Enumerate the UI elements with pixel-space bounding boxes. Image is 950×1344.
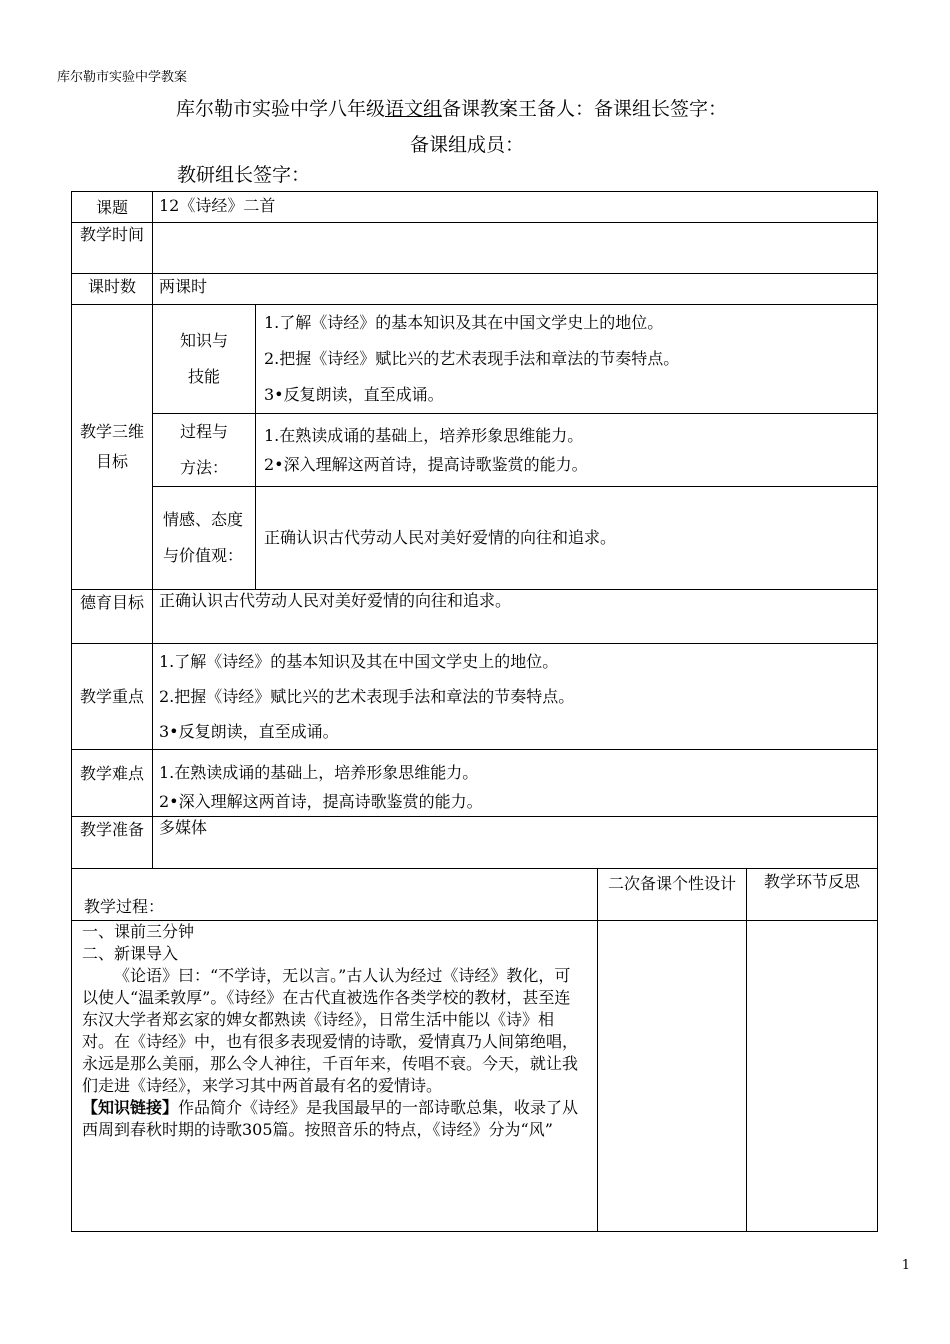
key-points-items: [153, 644, 878, 750]
teach-time-value: [153, 223, 878, 274]
table-row-moral: [72, 590, 878, 644]
knowledge-link-label: 【知识链接】: [82, 1098, 179, 1117]
section-pre-class: 一、课前三分钟: [82, 922, 195, 941]
table-row-key-points: [72, 644, 878, 750]
key-points-label: 教学重点: [72, 644, 153, 750]
prep-value: 多媒体: [153, 817, 878, 869]
moral-value: 正确认识古代劳动人民对美好爱情的向往和追求。: [153, 590, 878, 644]
knowledge-link-text: 作品简介《诗经》是我国最早的一部诗歌总集，收录了从西周到春秋时期的诗歌305篇。按照音乐的特点，《诗经》分为“风”: [82, 1098, 579, 1139]
table-row-difficulties: [72, 750, 878, 817]
prep-label: 教学准备: [72, 817, 153, 869]
difficulties-items: [153, 750, 878, 817]
emotion-value: 正确认识古代劳动人民对美好爱情的向往和追求。: [256, 487, 878, 590]
reflection-cell: [747, 921, 878, 1232]
process-content: [72, 921, 598, 1232]
page-number: 1: [901, 1258, 910, 1273]
table-row-knowledge: [72, 305, 878, 414]
table-row-process-header: [72, 869, 878, 921]
table-row-process: [72, 414, 878, 487]
knowledge-link-paragraph: [82, 1097, 585, 1141]
hours-value: 两课时: [153, 274, 878, 305]
second-prep-header: 二次备课个性设计: [598, 869, 747, 921]
table-row-prep: [72, 817, 878, 869]
topic-label: 课题: [72, 192, 153, 223]
list-item: 2.把握《诗经》赋比兴的艺术表现手法和章法的节奏特点。: [159, 687, 575, 706]
list-item: 2.把握《诗经》赋比兴的艺术表现手法和章法的节奏特点。: [264, 349, 680, 368]
table-row-process-body: [72, 921, 878, 1232]
emotion-label: 情感、态度与价值观：: [153, 487, 256, 590]
section-introduction: 二、新课导入: [82, 944, 179, 963]
lesson-plan-table: [71, 191, 878, 1232]
header-note: 库尔勒市实验中学教案: [57, 70, 188, 85]
list-item: 2•深入理解这两首诗，提高诗歌鉴赏的能力。: [264, 455, 588, 474]
table-row-hours: [72, 274, 878, 305]
list-item: 1.在熟读成诵的基础上，培养形象思维能力。: [159, 763, 479, 782]
topic-value: 12《诗经》二首: [153, 192, 878, 223]
list-item: 1.在熟读成诵的基础上，培养形象思维能力。: [264, 426, 584, 445]
group-members: 备课组成员：: [410, 134, 525, 156]
list-item: 1.了解《诗经》的基本知识及其在中国文学史上的地位。: [159, 652, 559, 671]
table-row-emotion: [72, 487, 878, 590]
goals-label: 教学三维目标: [72, 305, 153, 590]
knowledge-items: [256, 305, 878, 414]
list-item: 1.了解《诗经》的基本知识及其在中国文学史上的地位。: [264, 313, 664, 332]
list-item: 2•深入理解这两首诗，提高诗歌鉴赏的能力。: [159, 792, 483, 811]
reflection-header: 教学环节反思: [747, 869, 878, 921]
hours-label: 课时数: [72, 274, 153, 305]
process-label: 过程与方法：: [153, 414, 256, 487]
process-items: [256, 414, 878, 487]
list-item: 3•反复朗读，直至成诵。: [264, 385, 444, 404]
table-row-teach-time: [72, 223, 878, 274]
process-header-label: 教学过程：: [72, 869, 598, 921]
second-prep-cell: [598, 921, 747, 1232]
document-title: 库尔勒市实验中学八年级语文组备课教案王备人：备课组长签字：: [176, 98, 728, 120]
knowledge-label: 知识与技能: [153, 305, 256, 414]
intro-paragraph: 《论语》曰：“不学诗，无以言。”古人认为经过《诗经》教化，可以使人“温柔敦厚”。《诗经》在古代直被选作各类学校的教材，甚至连东汉大学者郑玄家的婢女都熟读《诗经》，日常生活中能以《诗》相对。在《诗经》中，也有很多表现爱情的诗歌，爱情真乃人间第绝唱，永远是那么美丽，那么令人神往，千百年来，传唱不衰。今天，就让我们走进《诗经》，来学习其中两首最有名的爱情诗。: [82, 966, 579, 1095]
moral-label: 德育目标: [72, 590, 153, 644]
difficulties-label: 教学难点: [72, 750, 153, 817]
table-row-topic: [72, 192, 878, 223]
list-item: 3•反复朗读，直至成诵。: [159, 722, 339, 741]
group-name: 语文组: [385, 98, 443, 120]
teach-time-label: 教学时间: [72, 223, 153, 274]
research-leader-signature: 教研组长签字：: [177, 164, 311, 186]
